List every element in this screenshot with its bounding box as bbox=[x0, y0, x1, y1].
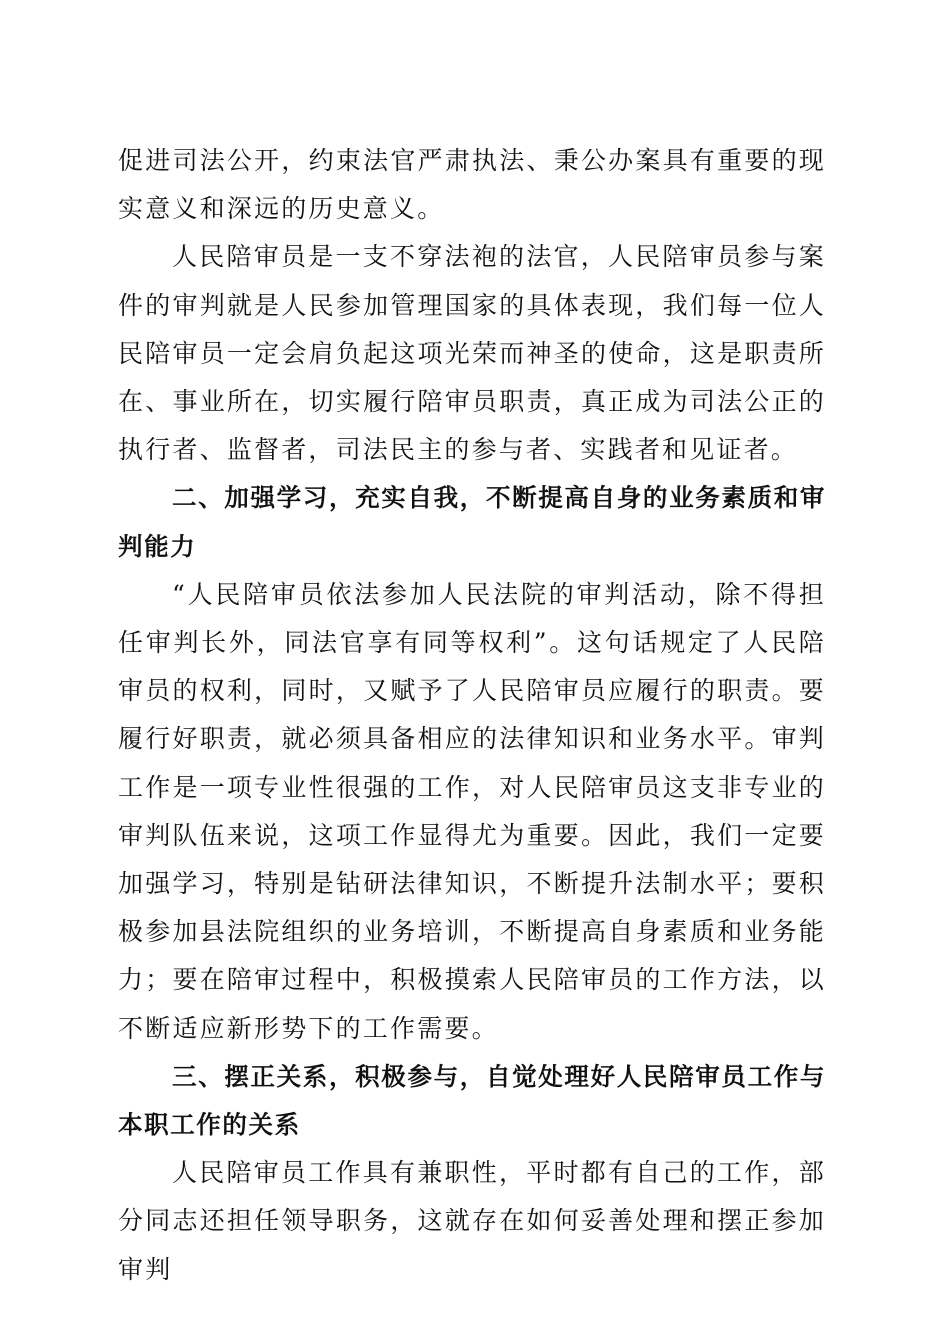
section-heading-2: 二、加强学习，充实自我，不断提高自身的业务素质和审判能力 bbox=[118, 483, 826, 561]
paragraph-continuation: 促进司法公开，约束法官严肃执法、秉公办案具有重要的现实意义和深远的历史意义。 bbox=[118, 146, 826, 224]
paragraph-juror-role: 人民陪审员是一支不穿法袍的法官，人民陪审员参与案件的审判就是人民参加管理国家的具体表现，我们每一位人民陪审员一定会肩负起这项光荣而神圣的使命，这是职责所在、事业所在，切实履行陪审员职责，真正成为司法公正的执行者、监督者，司法民主的参与者、实践者和见证者。 bbox=[118, 242, 826, 465]
section-heading-3: 三、摆正关系，积极参与，自觉处理好人民陪审员工作与本职工作的关系 bbox=[118, 1061, 826, 1140]
paragraph-study: “人民陪审员依法参加人民法院的审判活动，除不得担任审判长外，同法官享有同等权利”。这句话规定了人民陪审员的权利，同时，又赋予了人民陪审员应履行的职责。要履行好职责，就必须具备相应的法律知识和业务水平。审判工作是一项专业性很强的工作，对人民陪审员这支非专业的审判队伍来说，这项工作显得尤为重要。因此，我们一定要加强学习，特别是钻研法律知识，不断提升法制水平；要积极参加县法院组织的业务培训，不断提高自身素质和业务能力；要在陪审过程中，积极摸索人民陪审员的工作方法，以不断适应新形势下的工作需要。 bbox=[118, 579, 826, 1043]
document-page bbox=[118, 137, 826, 1294]
paragraph-relationship: 人民陪审员工作具有兼职性，平时都有自己的工作，部分同志还担任领导职务，这就存在如何妥善处理和摆正参加审判 bbox=[118, 1158, 826, 1284]
